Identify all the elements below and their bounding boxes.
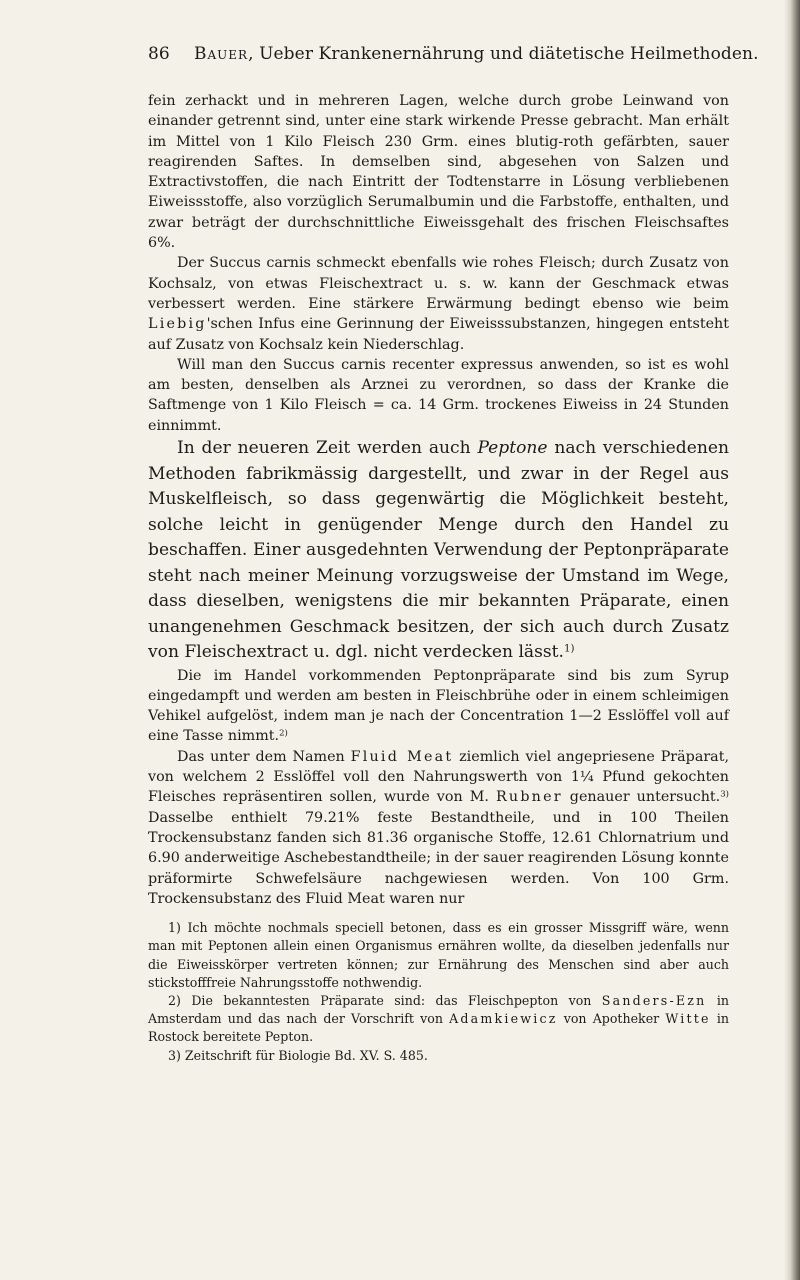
footnote-ref-2[interactable]: 2) [279, 728, 288, 739]
paragraph-6 [148, 747, 729, 909]
running-header [148, 44, 759, 70]
paragraph-2-text-a: Der Succus carnis schmeckt ebenfalls wie rohes Fleisch; durch Zusatz von Kochsalz, von etwas Fleischextract u. s. w. kann der Geschmack etwas verbessert werden. Eine stärkere Erwärmung bedingt ebenso wie beim [148, 255, 729, 312]
person-name-sanders-ezn: Sanders-Ezn [601, 992, 707, 1008]
paragraph-3: Will man den Succus carnis recenter expressus anwenden, so ist es wohl am besten, denselben als Arznei zu verordnen, so dass der Kranke die Saftmenge von 1 Kilo Fleisch = ca. 14 Grm. trockenes Eiweiss in 24 Stunden einnimmt. [148, 356, 729, 434]
paragraph-5-text: Die im Handel vorkommenden Peptonpräparate sind bis zum Syrup eingedampft und werden am besten in Fleischbrühe oder in einem schleimigen Vehikel aufgelöst, indem man je nach der Concentration 1—2 Esslöffel voll auf eine Tasse nimmt. [148, 667, 729, 745]
person-name-adamkiewicz: Adamkiewicz [449, 1011, 558, 1027]
paragraph-5 [148, 666, 729, 747]
paragraph-4 [148, 436, 729, 666]
person-name-rubner: Rubner [495, 789, 563, 806]
footnote-1: 1) Ich möchte nochmals speciell betonen, dass es ein grosser Missgriff wäre, wenn man mit Peptonen allein einen Organismus ernähren wollte, da dieselben jedenfalls nur die Eiweisskörper vertreten können; zur Ernährung des Menschen sind aber auch stickstofffreie Nahrungsstoffe nothwendig. [148, 920, 729, 990]
paragraph-6-text-a: Das unter dem Namen [177, 748, 351, 765]
paragraph-4-text-b: nach verschiedenen Methoden fabrikmässig dargestellt, und zwar in der Regel aus Muskelfleisch, so dass gegenwärtig die Möglichkeit besteht, solche leicht in genügender Menge durch den Handel zu beschaffen. Einer ausgedehnten Verwendung der Peptonpräparate steht nach meiner Meinung vorzugsweise der Umstand im Wege, dass dieselben, wenigstens die mir bekannten Präparate, einen unangenehmen Geschmack besitzen, der sich auch durch Zusatz von Fleischextract u. dgl. nicht verdecken lässt. [148, 438, 729, 663]
emphasis-peptone: Peptone [477, 438, 548, 459]
paragraph-6-text-b: ziemlich viel angepriesene Präparat, von welchem 2 Esslöffel voll den Nahrungswerth von 1¼ Pfund gekochten Fleisches repräsentiren sollen, wurde von M. [148, 748, 729, 806]
page-number: 86 [148, 44, 170, 64]
footnote-2-text-d: in Rostock bereitete Pepton. [148, 1011, 729, 1045]
footnotes [148, 919, 729, 1065]
footnote-2 [148, 992, 729, 1047]
person-name-liebig: Liebig [148, 316, 207, 333]
page-edge-shadow [784, 0, 800, 1280]
product-name-fluid-meat: Fluid Meat [350, 748, 454, 765]
paragraph-6-text-c: genauer untersucht. [562, 789, 721, 806]
header-title: , Ueber Krankenernährung und diätetische Heilmethoden. [248, 44, 759, 64]
footnote-2-text-a: 2) Die bekanntesten Präparate sind: das Fleischpepton von [168, 992, 602, 1008]
person-name-witte: Witte [665, 1011, 711, 1027]
paragraph-6-text-d: Dasselbe enthielt 79.21% feste Bestandtheile, und in 100 Theilen Trockensubstanz fanden sich 81.36 organische Stoffe, 12.61 Chlornatrium und 6.90 anderweitige Aschebestandtheile; in der sauer reagirenden Lösung konnte präformirte Schwefelsäure nachgewiesen werden. Von 100 Grm. Trockensubstanz des Fluid Meat waren nur [148, 809, 729, 907]
footnote-ref-3[interactable]: 3) [720, 789, 730, 800]
running-title [194, 44, 759, 64]
paragraph-2 [148, 253, 729, 354]
paragraph-1: fein zerhackt und in mehreren Lagen, welche durch grobe Leinwand von einander getrennt sind, unter eine stark wirkende Presse gebracht. Man erhält im Mittel von 1 Kilo Fleisch 230 Grm. eines blutig-roth gefärbten, sauer reagirenden Saftes. In demselben sind, abgesehen von Salzen und Extractivstoffen, die nach Eintritt der Todtenstarre in Lösung verbliebenen Eiweissstoffe, also vorzüglich Serumalbumin und die Farbstoffe, enthalten, und zwar beträgt der durchschnittliche Eiweissgehalt des frischen Fleischsaftes 6%. [148, 93, 729, 252]
header-author: Bauer [194, 44, 249, 64]
footnote-ref-1[interactable]: 1) [563, 642, 575, 655]
main-text [148, 91, 729, 1065]
footnote-2-text-b: in Amsterdam und das nach der Vorschrift von [148, 992, 729, 1027]
paragraph-2-text-b: 'schen Infus eine Gerinnung der Eiweisssubstanzen, hingegen entsteht auf Zusatz von Kochsalz kein Niederschlag. [148, 316, 729, 353]
paragraph-4-text-a: In der neueren Zeit werden auch [177, 438, 478, 459]
footnote-2-text-c: von Apotheker [557, 1011, 666, 1027]
footnote-3: 3) Zeitschrift für Biologie Bd. XV. S. 485. [168, 1047, 428, 1063]
